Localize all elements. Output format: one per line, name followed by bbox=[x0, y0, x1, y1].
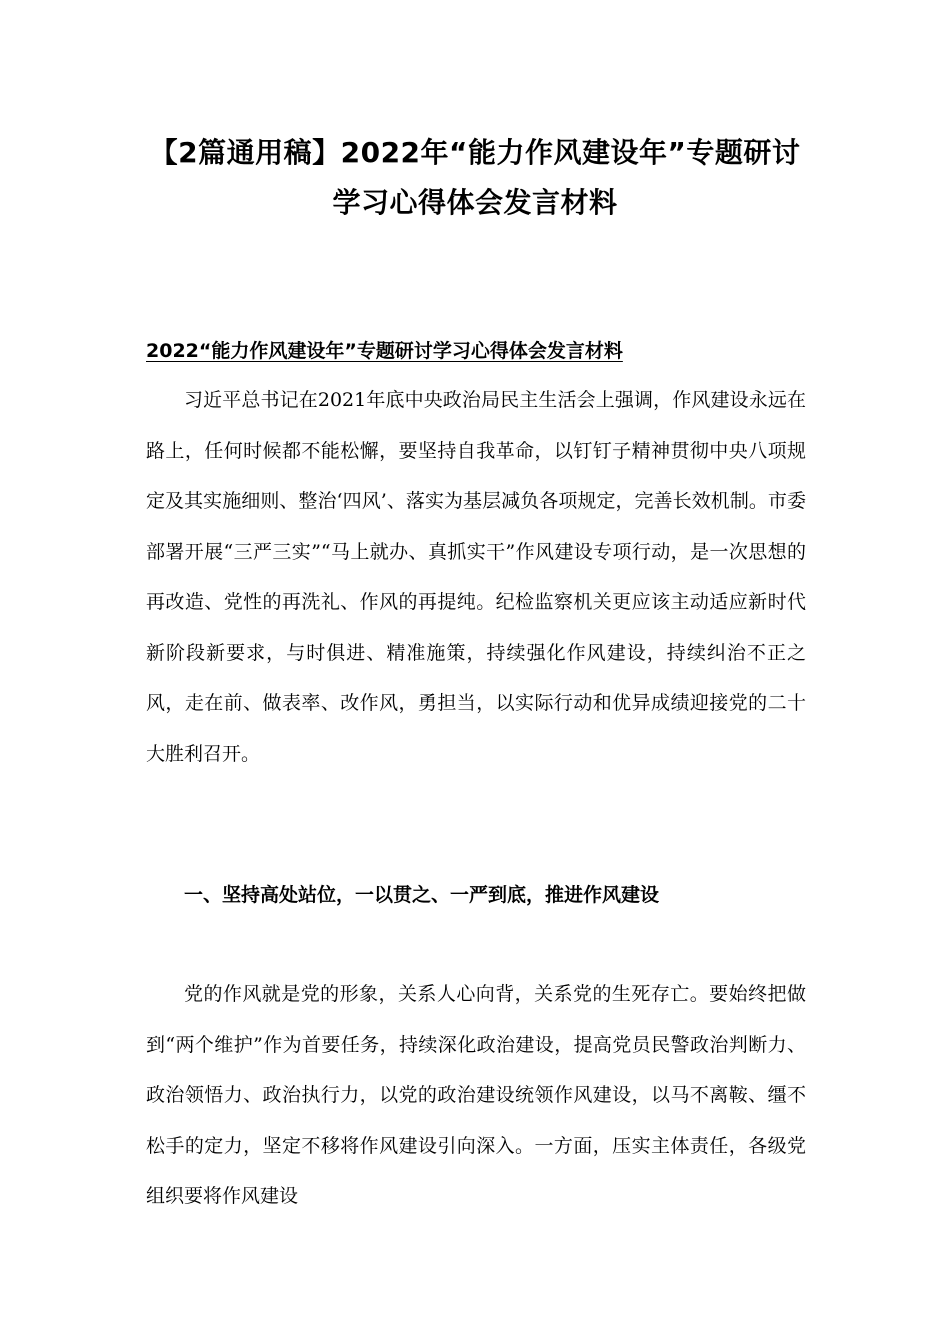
body-paragraph-2: 党的作风就是党的形象，关系人心向背，关系党的生死存亡。要始终把做到“两个维护”作为首要任务，持续深化政治建设，提高党员民警政治判断力、政治领悟力、政治执行力，以党的政治建设统领作风建设，以马不离鞍、缰不松手的定力，坚定不移将作风建设引向深入。一方面，压实主体责任，各级党组织要将作风建设 bbox=[146, 983, 806, 1207]
document-subtitle: 2022“能力作风建设年”专题研讨学习心得体会发言材料 bbox=[146, 340, 623, 362]
body-paragraph-1: 习近平总书记在2021年底中央政治局民主生活会上强调，作风建设永远在路上，任何时候都不能松懈，要坚持自我革命，以钉钉子精神贯彻中央八项规定及其实施细则、整治‘四风’、落实为基层减负各项规定，完善长效机制。市委部署开展“三严三实”“马上就办、真抓实干”作风建设专项行动，是一次思想的再改造、党性的再洗礼、作风的再提纯。纪检监察机关更应该主动适应新时代新阶段新要求，与时俱进、精准施策，持续强化作风建设，持续纠治不正之风，走在前、做表率、改作风，勇担当，以实际行动和优异成绩迎接党的二十大胜利召开。 bbox=[146, 389, 806, 765]
document-title-line-1: 【2篇通用稿】2022年“能力作风建设年”专题研讨 bbox=[149, 136, 801, 169]
document-title bbox=[100, 128, 850, 228]
document-title-line-2: 学习心得体会发言材料 bbox=[332, 186, 618, 219]
section-heading-1: 一、坚持高处站位，一以贯之、一严到底，推进作风建设 bbox=[184, 884, 660, 906]
